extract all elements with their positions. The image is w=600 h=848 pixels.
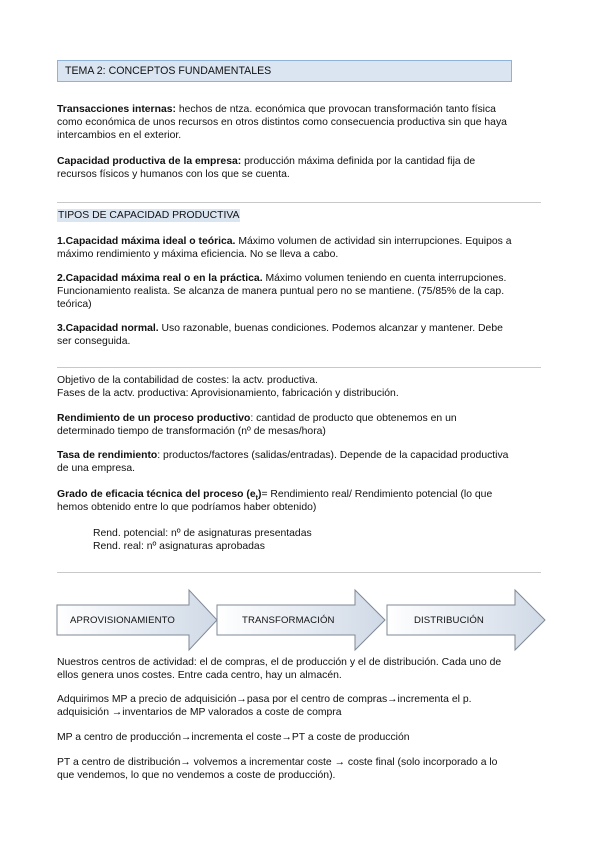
paragraph-capacidad-3 <box>57 322 547 348</box>
divider <box>57 572 541 573</box>
paragraph-capacidad-1 <box>57 235 547 261</box>
paragraph-rendimiento <box>57 412 547 438</box>
text: : cantidad de producto que obtenemos en un <box>250 413 457 424</box>
text: Rend. real: nº asignaturas aprobadas <box>93 541 265 552</box>
subscript: t <box>255 495 258 503</box>
text: determinado tiempo de transformación (nº de mesas/hora) <box>57 426 326 437</box>
text: Nuestros centros de actividad: el de compras, el de producción y el de distribución. Cada uno de <box>57 657 502 668</box>
term: 1.Capacidad máxima ideal o teórica. <box>57 236 236 247</box>
text: máximo rendimiento y máxima eficiencia. No se lleva a cabo. <box>57 249 339 260</box>
text: : productos/factores (salidas/entradas). Depende de la capacidad productiva <box>157 450 509 461</box>
term: 2.Capacidad máxima real o en la práctica. <box>57 273 263 284</box>
paragraph-transacciones <box>57 103 547 142</box>
term-end: ) <box>258 489 262 500</box>
page-title: TEMA 2: CONCEPTOS FUNDAMENTALES <box>65 65 272 77</box>
text: ellos genera unos costes. Entre cada centro, hay un almacén. <box>57 670 342 681</box>
term: Transacciones internas: <box>57 104 176 115</box>
text: como económica de unos recursos en otros distintos como consecuencia productiva sin que haya <box>57 117 507 128</box>
text: Objetivo de la contabilidad de costes: la actv. productiva. <box>57 375 318 386</box>
paragraph-tasa <box>57 449 547 475</box>
text: que vendemos, lo que no vendemos a coste de producción). <box>57 770 336 781</box>
term: Tasa de rendimiento <box>57 450 158 461</box>
title-box <box>57 60 512 82</box>
text: Adquirimos MP a precio de adquisición→pasa por el centro de compras→incrementa el p. <box>57 694 472 705</box>
paragraph-grado <box>57 488 547 514</box>
divider <box>57 202 541 203</box>
text: ser conseguida. <box>57 336 131 347</box>
text: adquisición →inventarios de MP valorados a coste de compra <box>57 707 342 718</box>
phase-label-aprovisionamiento: APROVISIONAMIENTO <box>70 615 175 626</box>
paragraph-mp-produccion: MP a centro de producción→incrementa el coste→PT a coste de producción <box>57 732 410 743</box>
text: recursos físicos y humanos con los que se cuenta. <box>57 169 290 180</box>
paragraph-pt <box>57 756 547 782</box>
phase-label-distribucion: DISTRIBUCIÓN <box>414 615 484 626</box>
text: Funcionamiento realista. Se alcanza de manera puntual pero no se mantiene. (75/85% de la cap. <box>57 286 505 297</box>
rend-list <box>93 527 312 553</box>
text: de una empresa. <box>57 463 135 474</box>
phase-label-transformacion: TRANSFORMACIÓN <box>242 615 335 626</box>
text: Uso razonable, buenas condiciones. Podemos alcanzar y mantener. Debe <box>158 323 503 334</box>
text: Máximo volumen de actividad sin interrupciones. Equipos a <box>235 236 512 247</box>
term: Rendimiento de un proceso productivo <box>57 413 251 424</box>
paragraph-capacidad-productiva <box>57 155 547 181</box>
paragraph-capacidad-2 <box>57 272 547 311</box>
divider <box>57 367 541 368</box>
text: PT a centro de distribución→ volvemos a incrementar coste → coste final (solo incorporado a lo <box>57 757 498 768</box>
paragraph-objetivo <box>57 374 547 400</box>
text: hemos obtenido entre lo que podríamos haber obtenido) <box>57 502 317 513</box>
text: Fases de la actv. productiva: Aprovisionamiento, fabricación y distribución. <box>57 388 399 399</box>
section-heading: TIPOS DE CAPACIDAD PRODUCTIVA <box>58 210 240 221</box>
text: hechos de ntza. económica que provocan transformación tanto física <box>175 104 496 115</box>
text: producción máxima definida por la cantidad fija de <box>241 156 476 167</box>
term-text: Grado de eficacia técnica del proceso (e <box>57 489 256 500</box>
text: = Rendimiento real/ Rendimiento potencial (lo que <box>261 489 493 500</box>
paragraph-centros <box>57 656 547 682</box>
text: Rend. potencial: nº de asignaturas presentadas <box>93 528 312 539</box>
text: intercambios en el exterior. <box>57 130 182 141</box>
term: Capacidad productiva de la empresa: <box>57 156 242 167</box>
term: 3.Capacidad normal. <box>57 323 159 334</box>
term <box>57 489 262 503</box>
text: Máximo volumen teniendo en cuenta interrupciones. <box>262 273 507 284</box>
text: teórica) <box>57 299 92 310</box>
paragraph-mp <box>57 693 547 719</box>
